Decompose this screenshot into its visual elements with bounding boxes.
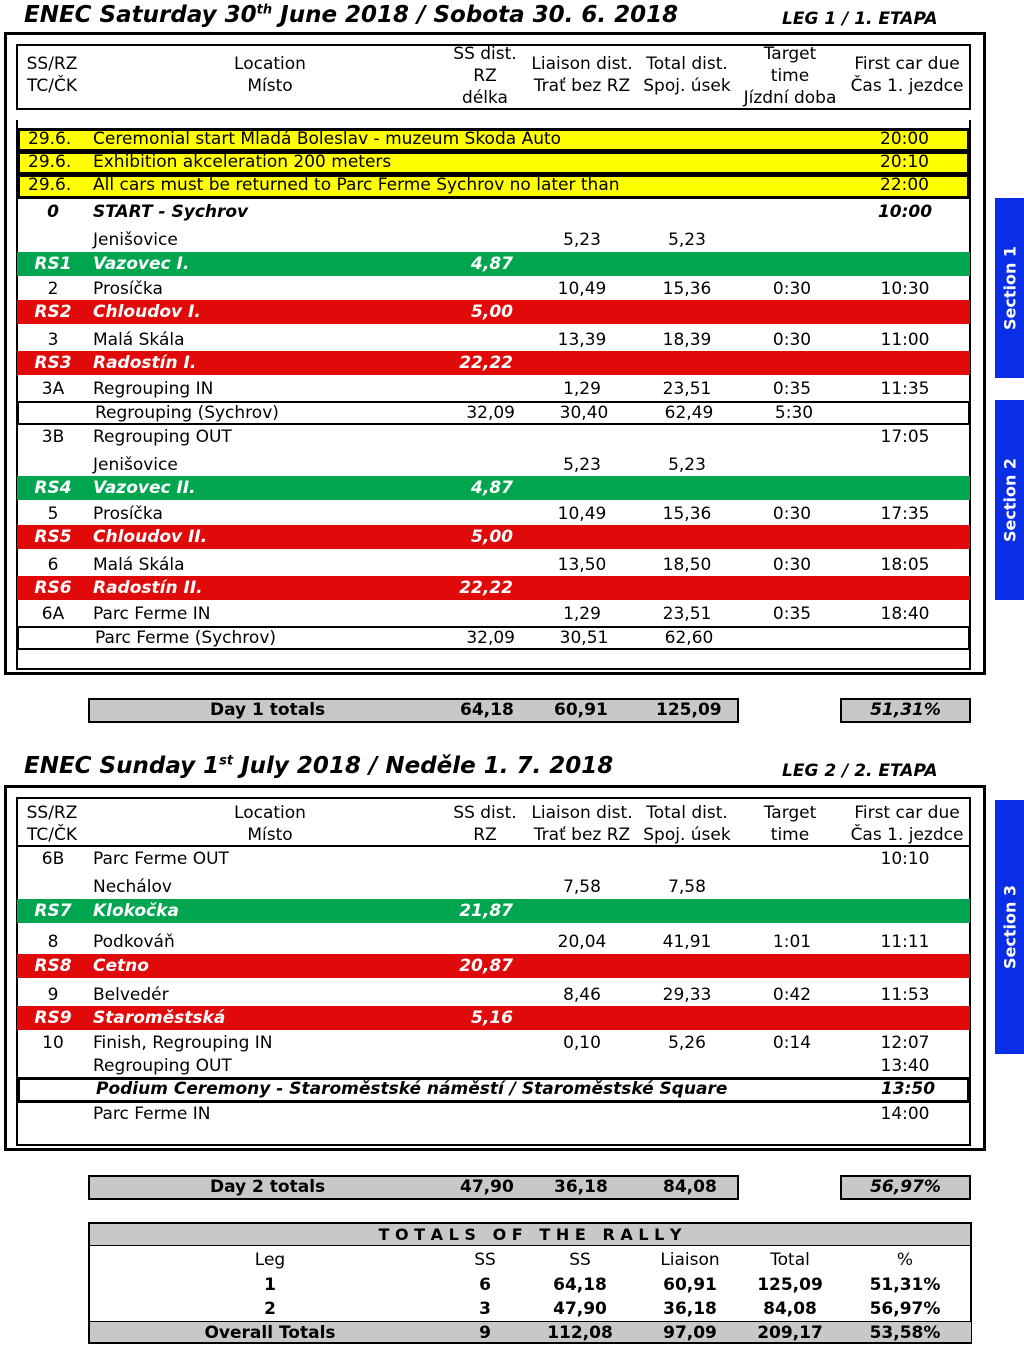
leg1-header-location: Location Místo <box>234 54 306 96</box>
cell-fc: 11:53 <box>880 985 930 1005</box>
itinerary-row <box>17 1054 970 1078</box>
itinerary-row <box>17 1102 970 1126</box>
leg1-header-no: SS/RZ TC/ČK <box>26 54 78 96</box>
cell-loc: Klokočka <box>93 901 179 921</box>
cell-loc: Chloudov II. <box>93 527 208 547</box>
cell-ss: 4,87 <box>471 254 513 274</box>
cell-loc: Podium Ceremony - Staroměstské náměstí / Staroměstské Square <box>96 1079 728 1099</box>
leg2-header-location: Location Místo <box>234 803 306 845</box>
pre-row: 29.6. Ceremonial start Mladá Boleslav - muzeum Škoda Auto 20:00 <box>17 128 970 152</box>
cell-li: 20,04 <box>557 932 607 952</box>
cell-no: 3 <box>47 330 59 350</box>
cell-fc: 17:05 <box>880 427 930 447</box>
cell-tot: 62,49 <box>664 403 714 423</box>
special-stage-row <box>17 252 970 276</box>
cell-loc: Nechálov <box>93 877 172 897</box>
leg2-header-liaison: Liaison dist. Trať bez RZ <box>531 803 633 845</box>
itinerary-row <box>17 983 970 1007</box>
cell-loc: Jenišovice <box>93 230 178 250</box>
cell-fc: 10:30 <box>880 279 930 299</box>
cell-li: 30,51 <box>559 628 609 648</box>
cell-fc: 13:50 <box>880 1079 936 1099</box>
itinerary-row <box>17 453 970 477</box>
itinerary-row <box>17 553 970 577</box>
cell-li: 13,50 <box>557 555 607 575</box>
cell-loc: Vazovec I. <box>93 254 190 274</box>
cell-tot: 41,91 <box>662 932 712 952</box>
cell-loc: Regrouping OUT <box>93 427 232 447</box>
cell-tt: 0:30 <box>772 555 812 575</box>
cell-loc: Parc Ferme IN <box>93 1104 211 1124</box>
cell-loc: Jenišovice <box>93 455 178 475</box>
cell-no: 6 <box>47 555 59 575</box>
leg2-header-firstcar: First car due Čas 1. jezdce <box>850 803 964 845</box>
itinerary-row <box>17 602 970 626</box>
day1-percent: 51,31% <box>840 698 971 723</box>
cell-fc: 11:11 <box>880 932 930 952</box>
section-2-tab: Section 2 <box>995 400 1024 600</box>
cell-fc: 10:10 <box>880 849 930 869</box>
cell-ss: 5,00 <box>471 527 513 547</box>
cell-loc: Regrouping IN <box>93 379 214 399</box>
cell-ss: 5,00 <box>471 302 513 322</box>
cell-li: 30,40 <box>559 403 609 423</box>
cell-li: 10,49 <box>557 279 607 299</box>
day1-totals: Day 1 totals 64,18 60,91 125,09 <box>88 698 739 723</box>
rally-totals-row: 1 6 64,18 60,91 125,09 51,31% <box>264 1275 941 1295</box>
special-stage-row <box>17 525 970 549</box>
cell-loc: Malá Skála <box>93 330 185 350</box>
cell-tot: 5,23 <box>668 230 706 250</box>
itinerary-row <box>17 930 970 954</box>
leg1-label: LEG 1 / 1. ETAPA <box>782 9 938 29</box>
cell-no: RS6 <box>34 578 72 598</box>
cell-fc: 13:40 <box>880 1056 930 1076</box>
cell-fc: 14:00 <box>880 1104 930 1124</box>
leg1-header-liaison: Liaison dist. Trať bez RZ <box>531 54 633 96</box>
special-stage-row <box>17 899 970 923</box>
itinerary-row <box>17 502 970 526</box>
leg1-header-firstcar: First car due Čas 1. jezdce <box>850 54 964 96</box>
cell-li: 13,39 <box>557 330 607 350</box>
special-stage-row <box>17 351 970 375</box>
leg1-title: ENEC Saturday 30th June 2018 / Sobota 30. 6. 2018 <box>24 2 679 28</box>
special-stage-row <box>17 576 970 600</box>
itinerary-row <box>17 1077 970 1103</box>
leg2-label: LEG 2 / 2. ETAPA <box>782 761 938 781</box>
cell-tt: 0:14 <box>772 1033 812 1053</box>
cell-loc: Parc Ferme (Sychrov) <box>95 628 277 648</box>
cell-ss: 32,09 <box>466 403 515 423</box>
cell-fc: 11:35 <box>880 379 930 399</box>
cell-tt: 0:30 <box>772 330 812 350</box>
itinerary-row <box>17 847 970 871</box>
cell-ss: 20,87 <box>459 956 513 976</box>
cell-no: 8 <box>47 932 59 952</box>
cell-li: 1,29 <box>563 379 601 399</box>
itinerary-row <box>17 401 970 425</box>
cell-no: 2 <box>47 279 59 299</box>
cell-li: 10,49 <box>557 504 607 524</box>
day2-totals: Day 2 totals 47,90 36,18 84,08 <box>88 1175 739 1200</box>
cell-no: RS7 <box>34 901 72 921</box>
cell-fc: 18:40 <box>880 604 930 624</box>
cell-tt: 0:35 <box>772 379 812 399</box>
cell-tot: 5,26 <box>668 1033 706 1053</box>
cell-tt: 1:01 <box>772 932 812 952</box>
cell-ss: 4,87 <box>471 478 513 498</box>
cell-tot: 5,23 <box>668 455 706 475</box>
cell-li: 5,23 <box>563 230 601 250</box>
cell-loc: Radostín II. <box>93 578 203 598</box>
cell-loc: Belvedér <box>93 985 169 1005</box>
cell-loc: Malá Skála <box>93 555 185 575</box>
cell-loc: START - Sychrov <box>93 202 249 222</box>
itinerary-row <box>17 277 970 301</box>
cell-ss: 22,22 <box>459 353 513 373</box>
cell-loc: Prosíčka <box>93 504 163 524</box>
cell-li: 1,29 <box>563 604 601 624</box>
itinerary-row <box>17 328 970 352</box>
itinerary-row <box>17 377 970 401</box>
cell-tt: 0:30 <box>772 504 812 524</box>
cell-tot: 23,51 <box>662 604 712 624</box>
cell-no: 6B <box>41 849 65 869</box>
cell-no: RS1 <box>34 254 72 274</box>
cell-loc: Finish, Regrouping IN <box>93 1033 273 1053</box>
leg2-header-total: Total dist. Spoj. úsek <box>643 803 731 845</box>
cell-no: RS8 <box>34 956 72 976</box>
cell-loc: Regrouping OUT <box>93 1056 232 1076</box>
cell-tot: 15,36 <box>662 279 712 299</box>
cell-fc: 11:00 <box>880 330 930 350</box>
cell-fc: 12:07 <box>880 1033 930 1053</box>
leg2-title: ENEC Sunday 1st July 2018 / Neděle 1. 7. 2018 <box>24 753 614 779</box>
day2-percent: 56,97% <box>840 1175 971 1200</box>
cell-ss: 22,22 <box>459 578 513 598</box>
cell-tt: 0:30 <box>772 279 812 299</box>
cell-tt: 0:35 <box>772 604 812 624</box>
section-1-tab: Section 1 <box>995 198 1024 378</box>
cell-tot: 23,51 <box>662 379 712 399</box>
cell-loc: Regrouping (Sychrov) <box>95 403 279 423</box>
cell-loc: Chloudov I. <box>93 302 201 322</box>
cell-no: RS3 <box>34 353 72 373</box>
cell-no: RS5 <box>34 527 72 547</box>
cell-loc: Vazovec II. <box>93 478 196 498</box>
cell-loc: Parc Ferme OUT <box>93 849 229 869</box>
pre-row: 29.6. Exhibition akceleration 200 meters 20:10 <box>17 151 970 175</box>
leg2-header-no: SS/RZ TC/ČK <box>26 803 78 845</box>
rally-totals-row: 2 3 47,90 36,18 84,08 56,97% <box>264 1299 941 1319</box>
cell-no: 3A <box>41 379 65 399</box>
cell-tt: 0:42 <box>772 985 812 1005</box>
cell-ss: 21,87 <box>459 901 513 921</box>
cell-loc: Radostín I. <box>93 353 197 373</box>
cell-no: 5 <box>47 504 59 524</box>
itinerary-row <box>17 200 970 224</box>
special-stage-row <box>17 476 970 500</box>
rally-totals-title: T O T A L S O F T H E R A L L Y <box>90 1224 970 1246</box>
leg1-header-ss: SS dist. RZ délka <box>453 44 517 108</box>
cell-tot: 15,36 <box>662 504 712 524</box>
cell-tot: 7,58 <box>668 877 706 897</box>
leg1-header-target: Target time Jízdní doba <box>743 44 837 108</box>
special-stage-row <box>17 300 970 324</box>
cell-loc: Parc Ferme IN <box>93 604 211 624</box>
cell-tot: 18,50 <box>662 555 712 575</box>
itinerary-row <box>17 875 970 899</box>
leg2-header-ss: SS dist. RZ <box>453 803 517 845</box>
cell-no: 3B <box>41 427 65 447</box>
cell-no: 10 <box>42 1033 64 1053</box>
cell-no: RS2 <box>34 302 72 322</box>
pre-row: 29.6. All cars must be returned to Parc Ferme Sychrov no later than 22:00 <box>17 174 970 199</box>
special-stage-row <box>17 1006 970 1030</box>
itinerary-row <box>17 228 970 252</box>
cell-li: 5,23 <box>563 455 601 475</box>
cell-tt: 5:30 <box>774 403 814 423</box>
cell-fc: 17:35 <box>880 504 930 524</box>
special-stage-row <box>17 954 970 978</box>
cell-loc: Prosíčka <box>93 279 163 299</box>
cell-no: 9 <box>47 985 59 1005</box>
cell-li: 0,10 <box>563 1033 601 1053</box>
rally-overall-totals: Overall Totals 9 112,08 97,09 209,17 53,58% <box>90 1321 971 1342</box>
cell-fc: 18:05 <box>880 555 930 575</box>
cell-loc: Staroměstská <box>93 1008 226 1028</box>
cell-tot: 62,60 <box>664 628 714 648</box>
cell-ss: 32,09 <box>466 628 515 648</box>
cell-tot: 18,39 <box>662 330 712 350</box>
cell-loc: Cetno <box>93 956 149 976</box>
cell-loc: Podkováň <box>93 932 175 952</box>
itinerary-row <box>17 1031 970 1055</box>
leg1-header-total: Total dist. Spoj. úsek <box>643 54 731 96</box>
leg2-header-target: Target time <box>763 803 817 845</box>
cell-no: 6A <box>41 604 65 624</box>
cell-fc: 10:00 <box>877 202 933 222</box>
cell-li: 8,46 <box>563 985 601 1005</box>
itinerary-row <box>17 425 970 449</box>
cell-ss: 5,16 <box>471 1008 513 1028</box>
cell-no: 0 <box>47 202 59 222</box>
cell-no: RS9 <box>34 1008 72 1028</box>
section-3-tab: Section 3 <box>995 800 1024 1054</box>
cell-li: 7,58 <box>563 877 601 897</box>
itinerary-row <box>17 626 970 650</box>
cell-no: RS4 <box>34 478 72 498</box>
cell-tot: 29,33 <box>662 985 712 1005</box>
rally-totals-header: Leg SS SS Liaison Total % <box>254 1250 914 1270</box>
